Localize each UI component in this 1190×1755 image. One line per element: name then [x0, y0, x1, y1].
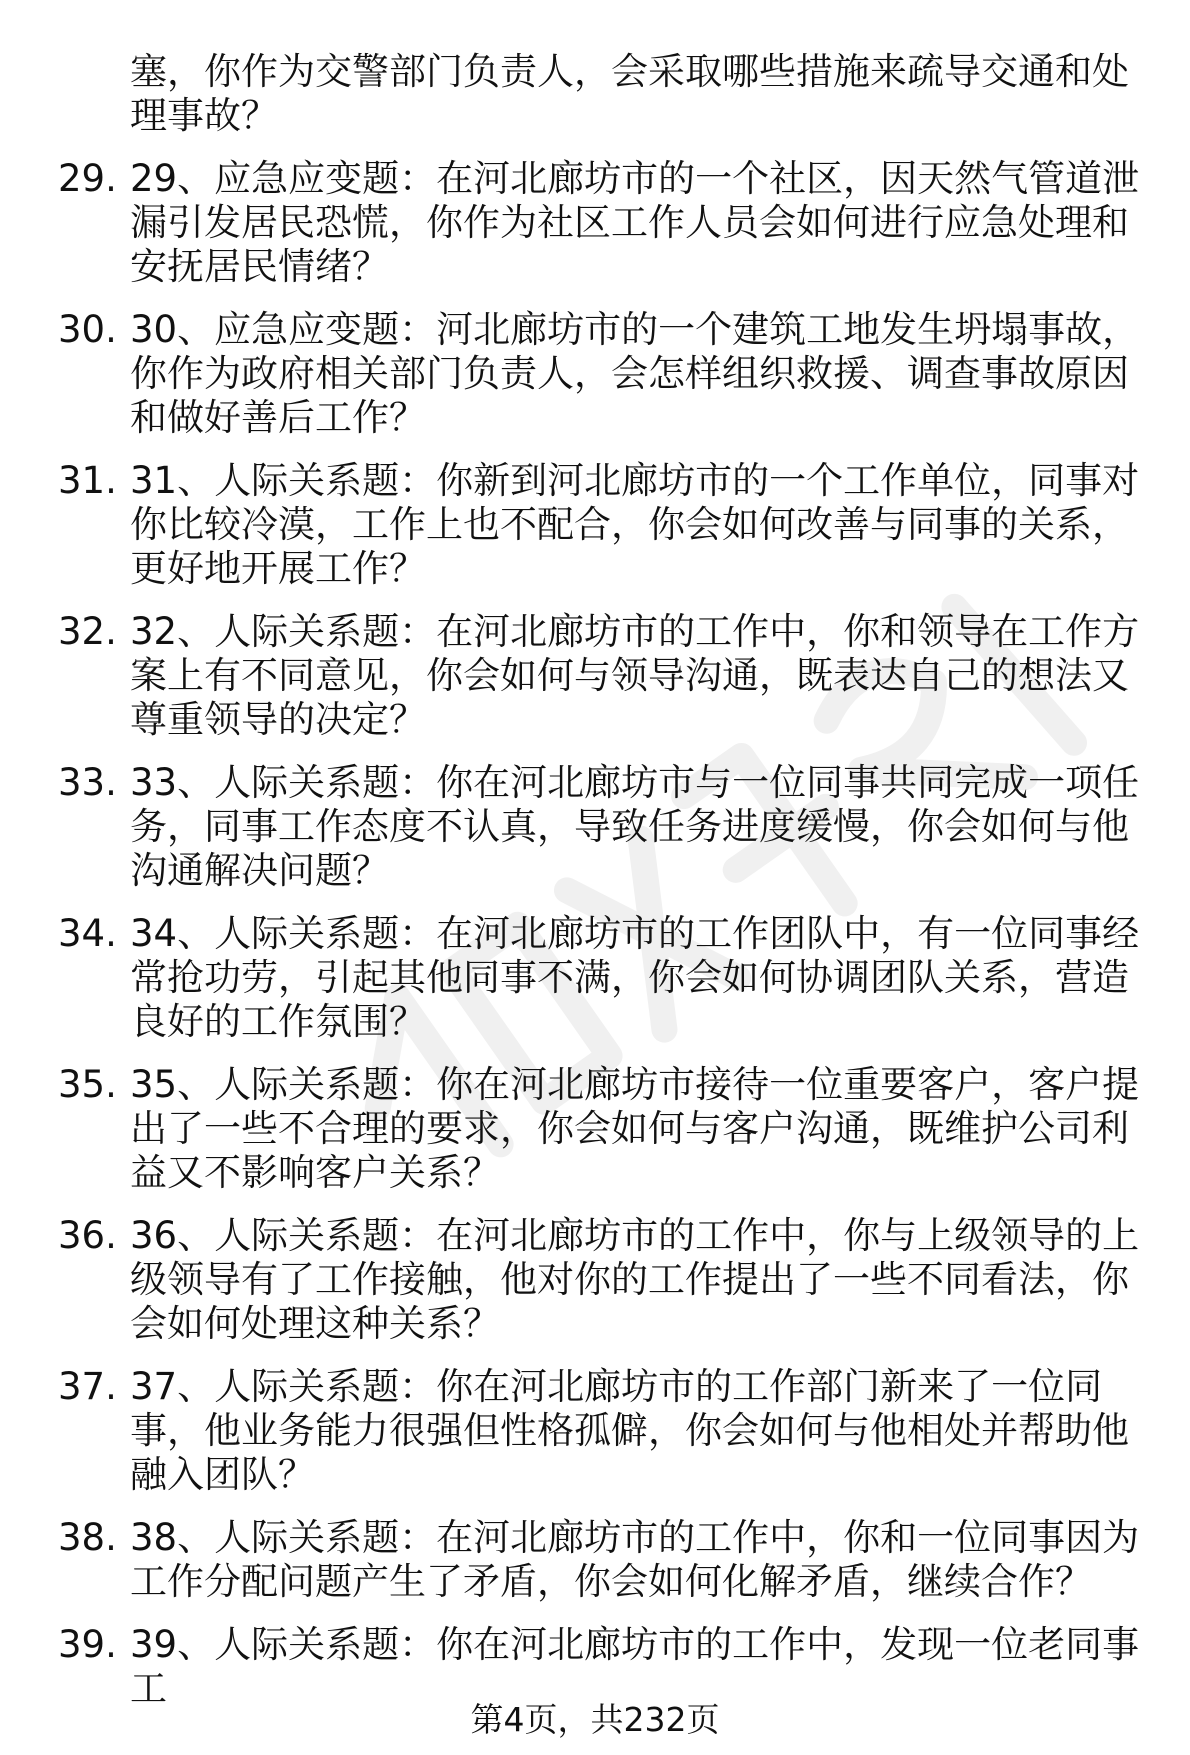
list-item	[0, 157, 1190, 289]
continued-question-text: 塞，你作为交警部门负责人，会采取哪些措施来疏导交通和处理事故？	[130, 50, 1129, 137]
question-text: 39、人际关系题：你在河北廊坊市的工作中，发现一位老同事工	[130, 1623, 1140, 1710]
list-item	[0, 308, 1190, 440]
question-number: 37.	[58, 1365, 117, 1408]
question-list	[0, 157, 1190, 1730]
list-item	[0, 1365, 1190, 1497]
question-number: 38.	[58, 1516, 117, 1559]
question-text: 35、人际关系题：你在河北廊坊市接待一位重要客户，客户提出了一些不合理的要求，你会如何与客户沟通，既维护公司利益又不影响客户关系？	[130, 1063, 1140, 1194]
question-number: 31.	[58, 459, 117, 502]
list-item	[0, 610, 1190, 742]
question-number: 35.	[58, 1063, 117, 1106]
list-item	[0, 1623, 1190, 1711]
question-text: 33、人际关系题：你在河北廊坊市与一位同事共同完成一项任务，同事工作态度不认真，导致任务进度缓慢，你会如何与他沟通解决问题？	[130, 761, 1140, 892]
question-text: 34、人际关系题：在河北廊坊市的工作团队中，有一位同事经常抢功劳，引起其他同事不满，你会如何协调团队关系，营造良好的工作氛围？	[130, 912, 1140, 1043]
page-number-footer: 第4页，共232页	[470, 1700, 720, 1739]
list-item	[0, 459, 1190, 591]
question-text: 36、人际关系题：在河北廊坊市的工作中，你与上级领导的上级领导有了工作接触，他对你的工作提出了一些不同看法，你会如何处理这种关系？	[130, 1214, 1140, 1345]
question-text: 30、应急应变题：河北廊坊市的一个建筑工地发生坍塌事故，你作为政府相关部门负责人，会怎样组织救援、调查事故原因和做好善后工作？	[130, 308, 1140, 439]
question-number: 29.	[58, 157, 117, 200]
list-item	[0, 1063, 1190, 1195]
question-number: 30.	[58, 308, 117, 351]
list-item	[0, 1214, 1190, 1346]
question-number: 33.	[58, 761, 117, 804]
question-text: 37、人际关系题：你在河北廊坊市的工作部门新来了一位同事，他业务能力很强但性格孤僻，你会如何与他相处并帮助他融入团队？	[130, 1365, 1129, 1496]
question-number: 39.	[58, 1623, 117, 1666]
question-text: 31、人际关系题：你新到河北廊坊市的一个工作单位，同事对你比较冷漠，工作上也不配合，你会如何改善与同事的关系，更好地开展工作？	[130, 459, 1140, 590]
question-text: 32、人际关系题：在河北廊坊市的工作中，你和领导在工作方案上有不同意见，你会如何与领导沟通，既表达自己的想法又尊重领导的决定？	[130, 610, 1140, 741]
list-item	[0, 1516, 1190, 1604]
question-number: 36.	[58, 1214, 117, 1257]
question-number: 32.	[58, 610, 117, 653]
question-text: 38、人际关系题：在河北廊坊市的工作中，你和一位同事因为工作分配问题产生了矛盾，你会如何化解矛盾，继续合作？	[130, 1516, 1140, 1603]
list-item	[0, 761, 1190, 893]
question-number: 34.	[58, 912, 117, 955]
question-text: 29、应急应变题：在河北廊坊市的一个社区，因天然气管道泄漏引发居民恐慌，你作为社区工作人员会如何进行应急处理和安抚居民情绪？	[130, 157, 1140, 288]
list-item	[0, 912, 1190, 1044]
